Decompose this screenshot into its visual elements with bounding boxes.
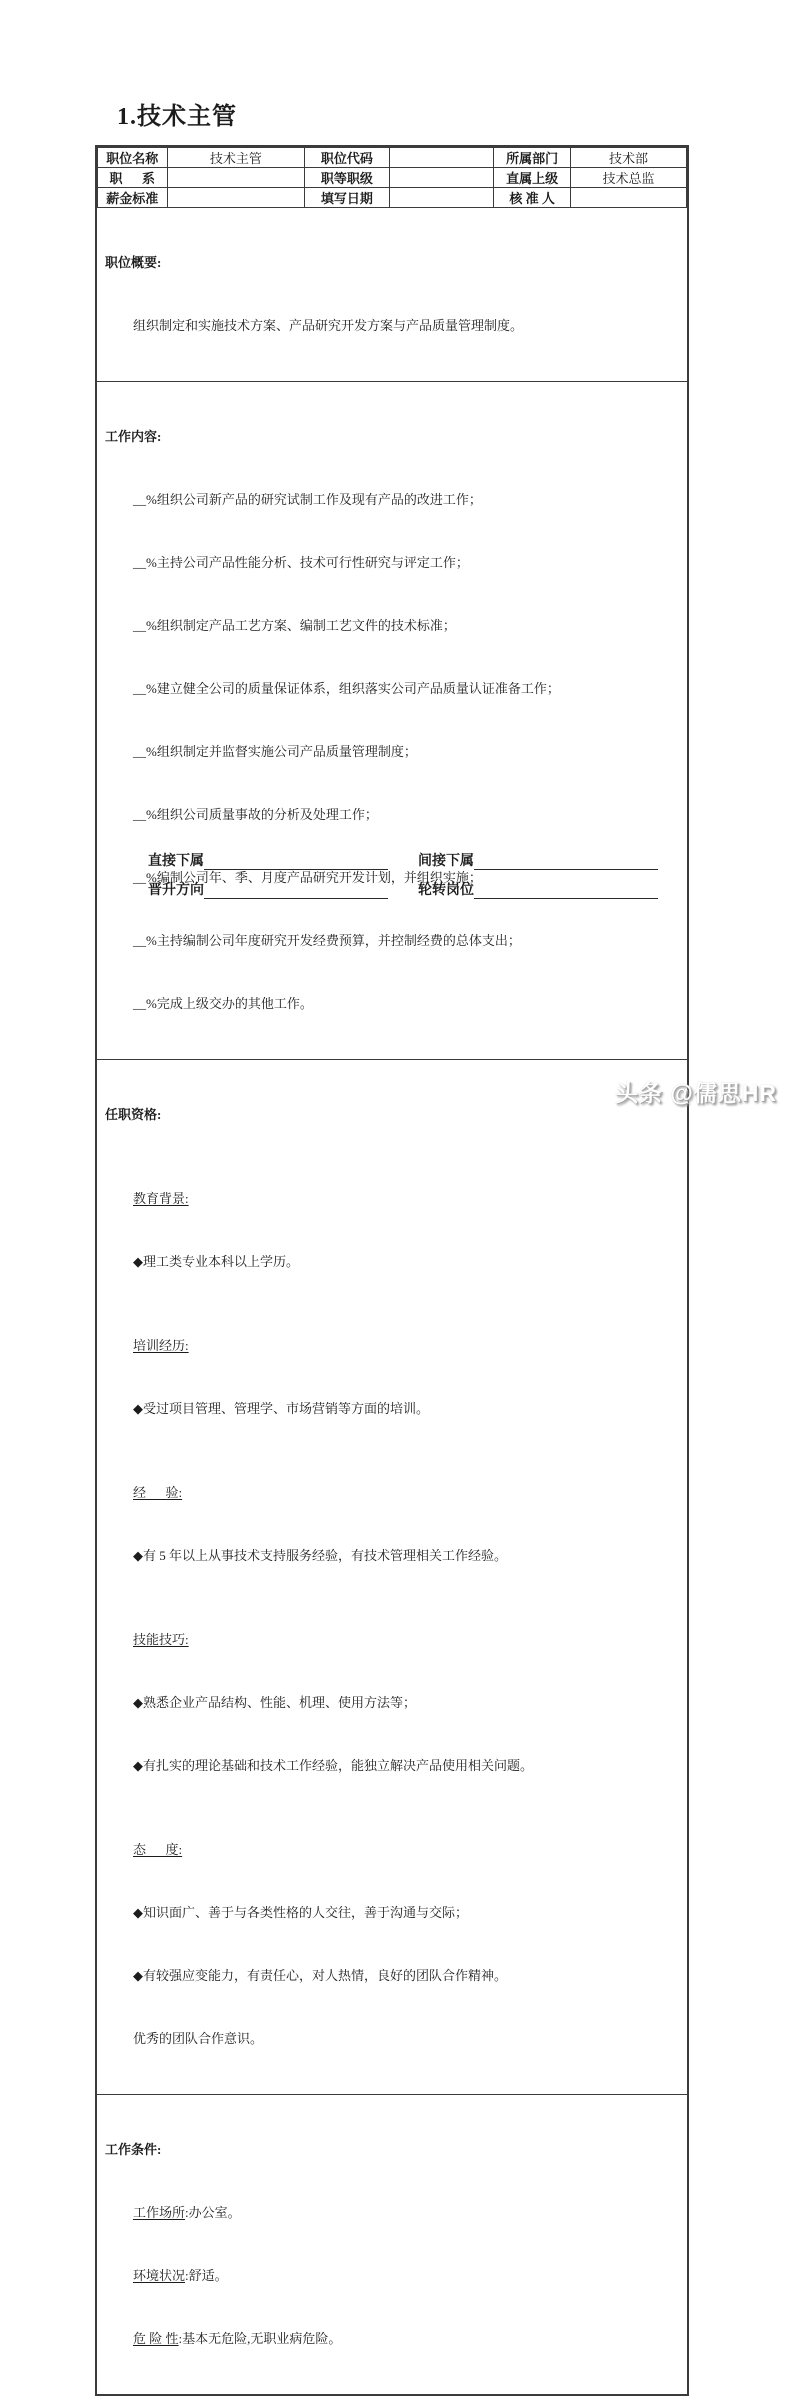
qualification-bullet: ◆理工类专业本科以上学历。 — [133, 1254, 300, 1269]
duty-prefix: __% — [133, 933, 157, 948]
table-row — [98, 168, 687, 188]
footer-fields — [95, 849, 735, 907]
qualification-note: 优秀的团队合作意识。 — [133, 2031, 264, 2046]
duty-text: 建立健全公司的质量保证体系，组织落实公司产品质量认证准备工作； — [156, 681, 560, 696]
condition-item: 危 险 性:基本无危险,无职业病危险。 — [133, 2331, 342, 2346]
section-qualifications — [97, 1059, 687, 2094]
info-cell-value — [570, 188, 686, 208]
section-heading: 工作内容: — [105, 429, 162, 444]
duty-text: 主持公司产品性能分析、技术可行性研究与评定工作； — [156, 555, 469, 570]
duty-item — [105, 552, 679, 573]
duty-item — [105, 993, 679, 1014]
duty-text: 组织制定并监督实施公司产品质量管理制度； — [156, 744, 417, 759]
field-label-indirect-subordinates: 间接下属 — [418, 854, 474, 869]
info-cell-label: 薪金标准 — [98, 188, 168, 208]
qualification-subheading: 态 度: — [133, 1842, 183, 1857]
table-row — [98, 188, 687, 208]
page-title: 1.技术主管 — [117, 104, 237, 130]
info-cell-value — [389, 148, 494, 168]
duty-item — [105, 678, 679, 699]
info-cell-value: 技术总监 — [570, 168, 686, 188]
section-duties — [97, 381, 687, 1059]
qualification-subheading: 培训经历: — [133, 1338, 189, 1353]
info-cell-label: 职位名称 — [98, 148, 168, 168]
condition-item: 工作场所:办公室。 — [133, 2205, 241, 2220]
duty-item — [105, 930, 679, 951]
diamond-bullet-icon: ◆ — [133, 1695, 143, 1710]
diamond-bullet-icon: ◆ — [133, 1254, 143, 1269]
field-label-rotation-position: 轮转岗位 — [418, 883, 474, 898]
duty-text: 组织公司新产品的研究试制工作及现有产品的改进工作； — [156, 492, 482, 507]
diamond-bullet-icon: ◆ — [133, 1758, 143, 1773]
info-cell-label: 职等职级 — [305, 168, 389, 188]
duty-item — [105, 804, 679, 825]
duty-text: 组织公司质量事故的分析及处理工作； — [156, 807, 378, 822]
qualification-subheading: 经 验: — [133, 1485, 183, 1500]
info-cell-label: 职 系 — [98, 168, 168, 188]
duty-item — [105, 741, 679, 762]
info-cell-value: 技术主管 — [167, 148, 305, 168]
info-cell-value — [389, 168, 494, 188]
duty-prefix: __% — [133, 744, 157, 759]
qualification-bullet: ◆知识面广、善于与各类性格的人交往，善于沟通与交际； — [133, 1905, 469, 1920]
duty-item — [105, 615, 679, 636]
field-label-direct-subordinates: 直接下属 — [148, 854, 204, 869]
info-cell-label: 职位代码 — [305, 148, 389, 168]
section-heading: 工作条件: — [105, 2142, 162, 2157]
blank-line — [474, 882, 658, 899]
duty-prefix: __% — [133, 870, 157, 885]
footer-row — [95, 878, 735, 899]
duty-prefix: __% — [133, 681, 157, 696]
qualification-bullet: ◆有较强应变能力，有责任心，对人热情，良好的团队合作精神。 — [133, 1968, 508, 1983]
blank-line — [474, 853, 658, 870]
qualification-bullet: ◆有扎实的理论基础和技术工作经验，能独立解决产品使用相关问题。 — [133, 1758, 534, 1773]
duty-text: 组织制定产品工艺方案、编制工艺文件的技术标准； — [156, 618, 456, 633]
info-cell-label: 直属上级 — [494, 168, 571, 188]
diamond-bullet-icon: ◆ — [133, 1905, 143, 1920]
duty-prefix: __% — [133, 996, 157, 1011]
footer-row — [95, 849, 735, 870]
blank-line — [204, 882, 388, 899]
field-label-promotion-direction: 晋升方向 — [148, 883, 204, 898]
diamond-bullet-icon: ◆ — [133, 1548, 143, 1563]
qualification-bullet: ◆受过项目管理、管理学、市场营销等方面的培训。 — [133, 1401, 430, 1416]
info-cell-label: 填写日期 — [305, 188, 389, 208]
duty-prefix: __% — [133, 618, 157, 633]
duty-prefix: __% — [133, 492, 157, 507]
table-row — [98, 148, 687, 168]
section-summary — [97, 208, 687, 381]
duty-text: 完成上级交办的其他工作。 — [156, 996, 313, 1011]
duty-text: 编制公司年、季、月度产品研究开发计划，并组织实施； — [156, 870, 482, 885]
info-cell-value: 技术部 — [570, 148, 686, 168]
duty-item — [105, 489, 679, 510]
info-cell-value — [167, 168, 305, 188]
condition-item: 环境状况:舒适。 — [133, 2268, 228, 2283]
watermark: 头条 @儒思HR — [614, 1080, 777, 1106]
duty-text: 主持编制公司年度研究开发经费预算，并控制经费的总体支出； — [156, 933, 521, 948]
info-cell-value — [389, 188, 494, 208]
duty-prefix: __% — [133, 555, 157, 570]
info-cell-label: 所属部门 — [494, 148, 571, 168]
qualification-subheading: 教育背景: — [133, 1191, 189, 1206]
qualification-bullet: ◆熟悉企业产品结构、性能、机理、使用方法等； — [133, 1695, 417, 1710]
duty-prefix: __% — [133, 807, 157, 822]
summary-text: 组织制定和实施技术方案、产品研究开发方案与产品质量管理制度。 — [133, 318, 524, 333]
qualification-bullet: ◆有 5 年以上从事技术支持服务经验，有技术管理相关工作经验。 — [133, 1548, 508, 1563]
diamond-bullet-icon: ◆ — [133, 1968, 143, 1983]
qualification-subheading: 技能技巧: — [133, 1632, 189, 1647]
diamond-bullet-icon: ◆ — [133, 1401, 143, 1416]
info-cell-value — [167, 188, 305, 208]
section-heading: 任职资格: — [105, 1107, 162, 1122]
blank-line — [204, 853, 388, 870]
section-heading: 职位概要: — [105, 255, 162, 270]
job-description-table — [95, 145, 689, 2396]
info-cell-label: 核 准 人 — [494, 188, 571, 208]
info-header-table — [97, 147, 687, 208]
section-conditions — [97, 2094, 687, 2394]
